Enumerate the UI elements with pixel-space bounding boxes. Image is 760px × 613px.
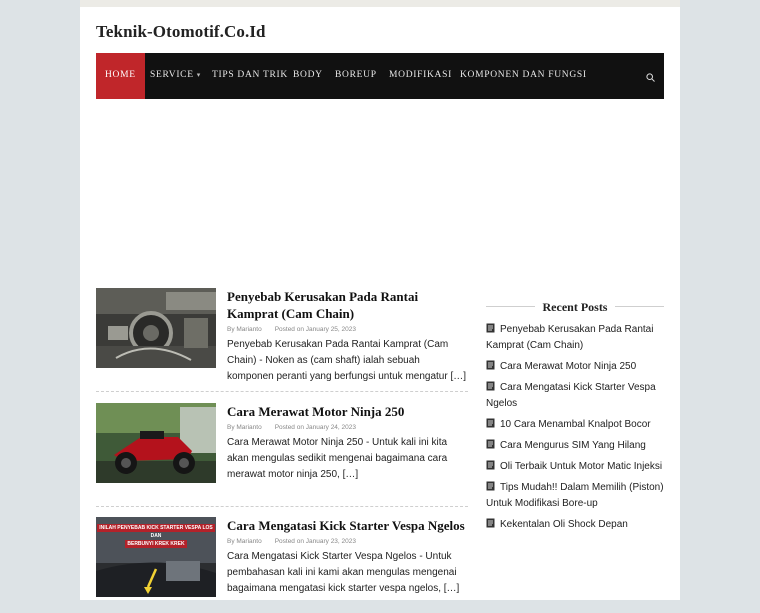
document-icon <box>486 323 495 333</box>
document-icon <box>486 481 495 491</box>
post-divider <box>96 506 468 507</box>
nav-item-label: BODY <box>293 70 323 80</box>
widget-title: Recent Posts <box>535 300 616 314</box>
recent-post-title: 10 Cara Menambal Knalpot Bocor <box>500 419 651 430</box>
search-icon[interactable] <box>646 73 655 82</box>
document-icon <box>486 360 495 370</box>
recent-post-title: Tips Mudah!! Dalam Memilih (Piston) Untuk Modifikasi Bore-up <box>486 482 664 509</box>
engine-photo-image <box>96 288 216 368</box>
post-item <box>96 517 468 613</box>
recent-posts-heading <box>486 298 664 314</box>
post-thumbnail[interactable] <box>96 403 216 483</box>
post-author[interactable]: By Marianto <box>227 326 262 333</box>
nav-item-home[interactable] <box>96 53 145 99</box>
post-thumbnail[interactable] <box>96 288 216 368</box>
recent-post-title: Penyebab Kerusakan Pada Rantai Kamprat (Cam Chain) <box>486 324 654 351</box>
post-excerpt: Penyebab Kerusakan Pada Rantai Kamprat (Cam Chain) - Noken as (cam shaft) ialah sebuah komponen peranti yang berfungsi untuk mengatur […] <box>227 339 467 382</box>
post-date: Posted on January 23, 2023 <box>274 538 356 545</box>
recent-post-link[interactable] <box>486 517 664 533</box>
page-container <box>80 7 680 600</box>
recent-post-title: Oli Terbaik Untuk Motor Matic Injeksi <box>500 461 663 472</box>
nav-item-tips-dan-trik[interactable] <box>212 53 288 99</box>
caret-down-icon: ▾ <box>196 71 201 79</box>
document-icon <box>486 460 495 470</box>
recent-post-link[interactable] <box>486 459 664 475</box>
ninja-motorcycle-image <box>96 403 216 483</box>
recent-post-link[interactable] <box>486 380 664 412</box>
recent-post-title: Kekentalan Oli Shock Depan <box>500 519 628 530</box>
nav-item-modifikasi[interactable] <box>389 53 452 99</box>
nav-item-label: KOMPONEN DAN FUNGSI <box>460 70 587 80</box>
document-icon <box>486 381 495 391</box>
post-meta <box>227 424 469 433</box>
site-title[interactable]: Teknik-Otomotif.Co.Id <box>96 22 266 41</box>
recent-post-link[interactable] <box>486 322 664 354</box>
nav-item-boreup[interactable] <box>335 53 377 99</box>
recent-posts-list <box>486 322 664 533</box>
nav-item-label: HOME <box>105 70 136 80</box>
post-title[interactable]: Cara Merawat Motor Ninja 250 <box>227 404 405 419</box>
post-author[interactable]: By Marianto <box>227 538 262 545</box>
nav-item-label: BOREUP <box>335 70 377 80</box>
post-date: Posted on January 25, 2023 <box>274 326 356 333</box>
nav-item-komponen-dan-fungsi[interactable] <box>460 53 587 99</box>
document-icon <box>486 439 495 449</box>
post-date: Posted on January 24, 2023 <box>274 424 356 431</box>
document-icon <box>486 518 495 528</box>
post-meta <box>227 538 469 547</box>
sidebar <box>486 298 664 538</box>
thumb-caption: DAN <box>150 533 162 539</box>
post-excerpt: Cara Mengatasi Kick Starter Vespa Ngelos - Untuk pembahasan kali ini kami akan mengulas mengenai bagaimana mengatasi kick starter vespa ngelos, […] <box>227 551 460 594</box>
nav-item-service[interactable] <box>150 53 201 99</box>
recent-post-title: Cara Mengurus SIM Yang Hilang <box>500 440 646 451</box>
post-author[interactable]: By Marianto <box>227 424 262 431</box>
recent-post-link[interactable] <box>486 359 664 375</box>
recent-post-link[interactable] <box>486 438 664 454</box>
nav-item-label: SERVICE <box>150 70 194 80</box>
post-excerpt: Cara Merawat Motor Ninja 250 - Untuk kali ini kita akan mengulas sedikit mengenai bagaimana cara merawat motor ninja 250, […] <box>227 437 448 480</box>
document-icon <box>486 418 495 428</box>
post-item <box>96 288 468 384</box>
post-divider <box>96 391 468 392</box>
nav-item-body[interactable] <box>293 53 323 99</box>
top-strip <box>80 0 680 7</box>
post-thumbnail[interactable] <box>96 517 216 597</box>
thumb-caption: BERBUNYI KREK KREK <box>127 541 185 547</box>
nav-item-label: TIPS DAN TRIK <box>212 70 288 80</box>
main-nav <box>96 53 664 99</box>
recent-post-link[interactable] <box>486 417 664 433</box>
post-item <box>96 403 468 499</box>
thumb-caption: INILAH PENYEBAB KICK STARTER VESPA LOS <box>99 525 213 531</box>
recent-post-title: Cara Mengatasi Kick Starter Vespa Ngelos <box>486 382 656 409</box>
post-title[interactable]: Cara Mengatasi Kick Starter Vespa Ngelos <box>227 518 465 533</box>
post-title[interactable]: Penyebab Kerusakan Pada Rantai Kamprat (Cam Chain) <box>227 289 419 321</box>
recent-post-title: Cara Merawat Motor Ninja 250 <box>500 361 637 372</box>
recent-post-link[interactable] <box>486 480 664 512</box>
post-meta <box>227 326 469 335</box>
nav-item-label: MODIFIKASI <box>389 70 452 80</box>
